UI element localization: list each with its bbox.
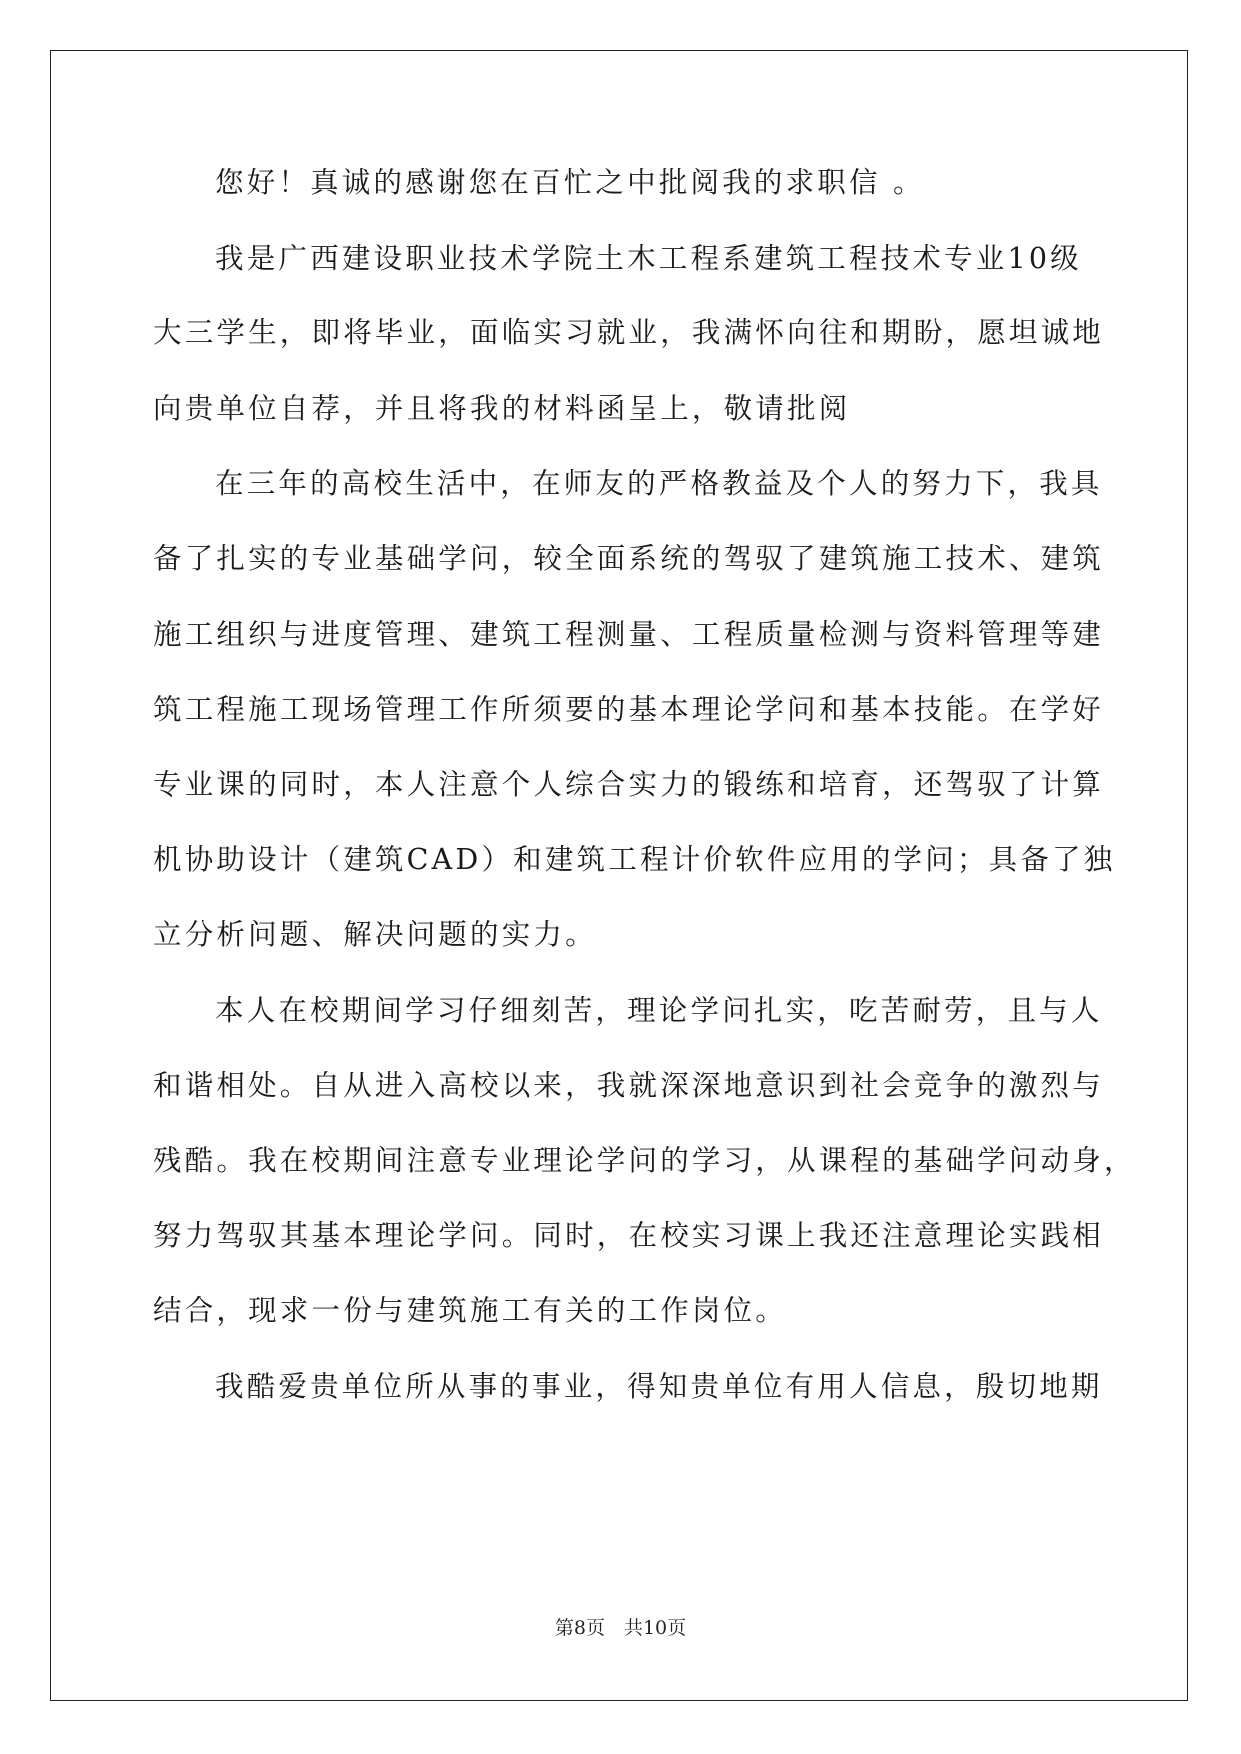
paragraph-5-line-1: 我酷爱贵单位所从事的事业，得知贵单位有用人信息，殷切地期 (215, 1370, 1103, 1403)
paragraph-4-line-4: 努力驾驭其基本理论学问。同时，在校实习课上我还注意理论实践相 (153, 1219, 1105, 1252)
paragraph-3-line-1: 在三年的高校生活中，在师友的严格教益及个人的努力下，我具 (215, 467, 1103, 500)
paragraph-3-line-3: 施工组织与进度管理、建筑工程测量、工程质量检测与资料管理等建 (153, 618, 1105, 651)
paragraph-4-line-5: 结合，现求一份与建筑施工有关的工作岗位。 (153, 1294, 788, 1327)
paragraph-3-line-4: 筑工程施工现场管理工作所须要的基本理论学问和基本技能。在学好 (153, 693, 1105, 726)
paragraph-4-line-2: 和谐相处。自从进入高校以来，我就深深地意识到社会竞争的激烈与 (153, 1069, 1105, 1102)
paragraph-2-line-1: 我是广西建设职业技术学院土木工程系建筑工程技术专业10级 (215, 242, 1082, 275)
page-number: 第8页 共10页 (554, 1617, 687, 1639)
paragraph-4-line-1: 本人在校期间学习仔细刻苦，理论学问扎实，吃苦耐劳，且与人 (215, 994, 1103, 1027)
paragraph-4-line-3: 残酷。我在校期间注意专业理论学问的学习，从课程的基础学问动身， (153, 1144, 1136, 1177)
paragraph-3-line-5: 专业课的同时，本人注意个人综合实力的锻练和培育，还驾驭了计算 (153, 768, 1105, 801)
paragraph-3-line-2: 备了扎实的专业基础学问，较全面系统的驾驭了建筑施工技术、建筑 (153, 542, 1105, 575)
paragraph-1-line-1: 您好！真诚的感谢您在百忙之中批阅我的求职信 。 (215, 166, 925, 199)
paragraph-3-line-6: 机协助设计（建筑CAD）和建筑工程计价软件应用的学问；具备了独 (153, 843, 1116, 876)
paragraph-2-line-3: 向贵单位自荐，并且将我的材料函呈上，敬请批阅 (153, 392, 851, 425)
paragraph-3-line-7: 立分析问题、解决问题的实力。 (153, 918, 597, 951)
paragraph-2-line-2: 大三学生，即将毕业，面临实习就业，我满怀向往和期盼，愿坦诚地 (153, 316, 1105, 349)
